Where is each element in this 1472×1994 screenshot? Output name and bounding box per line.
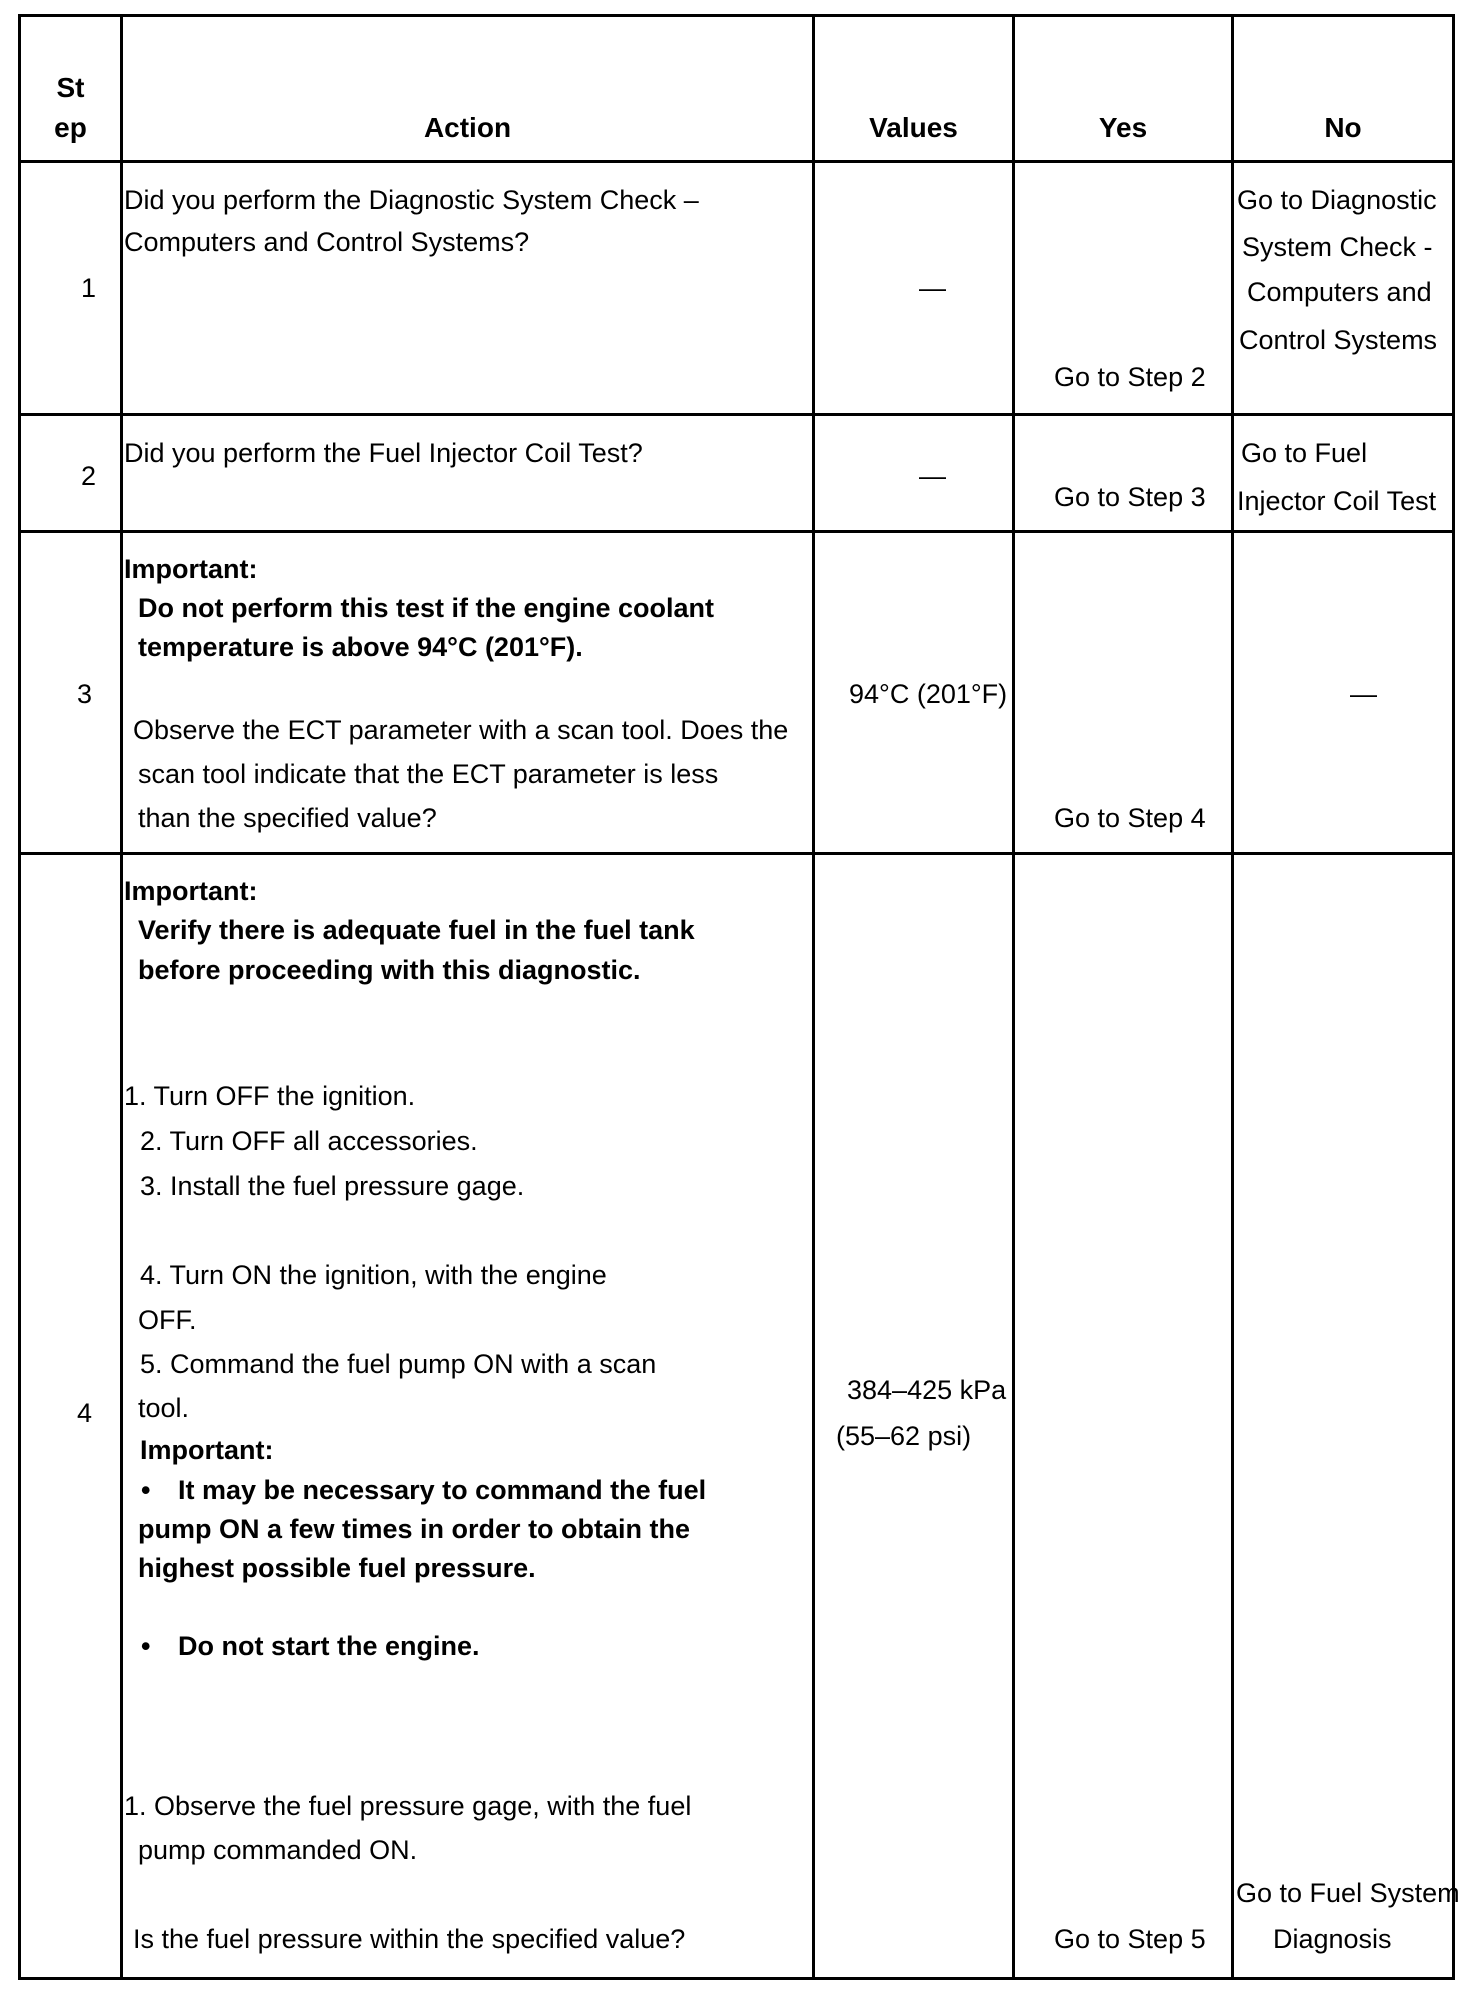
- header-yes: Yes: [1098, 112, 1148, 143]
- important-label: Important:: [140, 1435, 274, 1465]
- row-divider: [18, 413, 1455, 416]
- table-border-top: [18, 14, 1455, 17]
- yes-link-go-to-step-2[interactable]: Go to Step 2: [1054, 362, 1206, 392]
- no-link-fuel-system-diagnosis[interactable]: Diagnosis: [1273, 1924, 1392, 1954]
- header-step-line1: St: [56, 72, 85, 103]
- header-values: Values: [869, 112, 958, 143]
- step-number: 4: [77, 1398, 93, 1428]
- table-border-bottom: [18, 1977, 1455, 1980]
- action-text: Is the fuel pressure within the specified value?: [133, 1924, 686, 1954]
- no-link-fuel-injector-coil-test[interactable]: Injector Coil Test: [1237, 486, 1437, 516]
- important-note: pump ON a few times in order to obtain the: [138, 1514, 691, 1544]
- step-number: 3: [77, 679, 93, 709]
- list-item: 3. Install the fuel pressure gage.: [140, 1171, 525, 1201]
- value-cell: 384–425 kPa: [847, 1375, 1007, 1405]
- no-cell: —: [1350, 679, 1377, 709]
- action-text: scan tool indicate that the ECT parameter is less: [138, 759, 719, 789]
- row-divider: [18, 530, 1455, 533]
- yes-link-go-to-step-5[interactable]: Go to Step 5: [1054, 1924, 1206, 1954]
- step-number: 2: [81, 461, 97, 491]
- value-cell: (55–62 psi): [836, 1421, 972, 1451]
- list-item: tool.: [138, 1393, 190, 1423]
- list-item: 2. Turn OFF all accessories.: [140, 1126, 478, 1156]
- yes-link-go-to-step-4[interactable]: Go to Step 4: [1054, 803, 1206, 833]
- column-divider: [120, 14, 123, 1980]
- action-text: Did you perform the Diagnostic System Check –: [124, 185, 699, 215]
- important-label: Important:: [124, 554, 258, 584]
- no-link-fuel-injector-coil-test[interactable]: Go to Fuel: [1241, 438, 1368, 468]
- important-note: temperature is above 94°C (201°F).: [138, 632, 583, 662]
- column-divider: [812, 14, 815, 1980]
- row-divider: [18, 852, 1455, 855]
- no-link-diagnostic-system-check[interactable]: Control Systems: [1239, 325, 1438, 355]
- no-link-diagnostic-system-check[interactable]: Computers and: [1247, 277, 1432, 307]
- action-text: Computers and Control Systems?: [124, 227, 530, 257]
- table-border-right: [1452, 14, 1455, 1980]
- important-note: Verify there is adequate fuel in the fuel tank: [138, 915, 695, 945]
- step-number: 1: [81, 273, 97, 303]
- action-text: Did you perform the Fuel Injector Coil Test?: [124, 438, 643, 468]
- column-divider: [1231, 14, 1234, 1980]
- list-item: 4. Turn ON the ignition, with the engine: [140, 1260, 607, 1290]
- list-item: OFF.: [138, 1305, 197, 1335]
- no-link-fuel-system-diagnosis[interactable]: Go to Fuel System: [1236, 1878, 1460, 1908]
- list-item: 1. Observe the fuel pressure gage, with the fuel: [124, 1791, 692, 1821]
- table-border-left: [18, 14, 21, 1980]
- value-cell: 94°C (201°F): [849, 679, 1008, 709]
- no-link-diagnostic-system-check[interactable]: System Check -: [1242, 232, 1433, 262]
- column-divider: [1012, 14, 1015, 1980]
- important-note: Do not perform this test if the engine coolant: [138, 593, 715, 623]
- header-step-line2: ep: [54, 112, 87, 143]
- bullet-icon: •: [141, 1631, 151, 1661]
- value-cell: —: [919, 461, 946, 491]
- important-note: Do not start the engine.: [178, 1631, 480, 1661]
- value-cell: —: [919, 273, 946, 303]
- no-link-diagnostic-system-check[interactable]: Go to Diagnostic: [1237, 185, 1437, 215]
- header-action: Action: [423, 112, 512, 143]
- yes-link-go-to-step-3[interactable]: Go to Step 3: [1054, 482, 1206, 512]
- bullet-icon: •: [141, 1475, 151, 1505]
- important-note: It may be necessary to command the fuel: [178, 1475, 707, 1505]
- important-note: highest possible fuel pressure.: [138, 1553, 536, 1583]
- list-item: 5. Command the fuel pump ON with a scan: [140, 1349, 657, 1379]
- header-row-divider: [18, 160, 1455, 163]
- list-item: pump commanded ON.: [138, 1835, 418, 1865]
- list-item: 1. Turn OFF the ignition.: [124, 1081, 416, 1111]
- action-text: Observe the ECT parameter with a scan tool. Does the: [133, 715, 789, 745]
- action-text: than the specified value?: [138, 803, 437, 833]
- header-no: No: [1324, 112, 1362, 143]
- important-note: before proceeding with this diagnostic.: [138, 955, 641, 985]
- important-label: Important:: [124, 876, 258, 906]
